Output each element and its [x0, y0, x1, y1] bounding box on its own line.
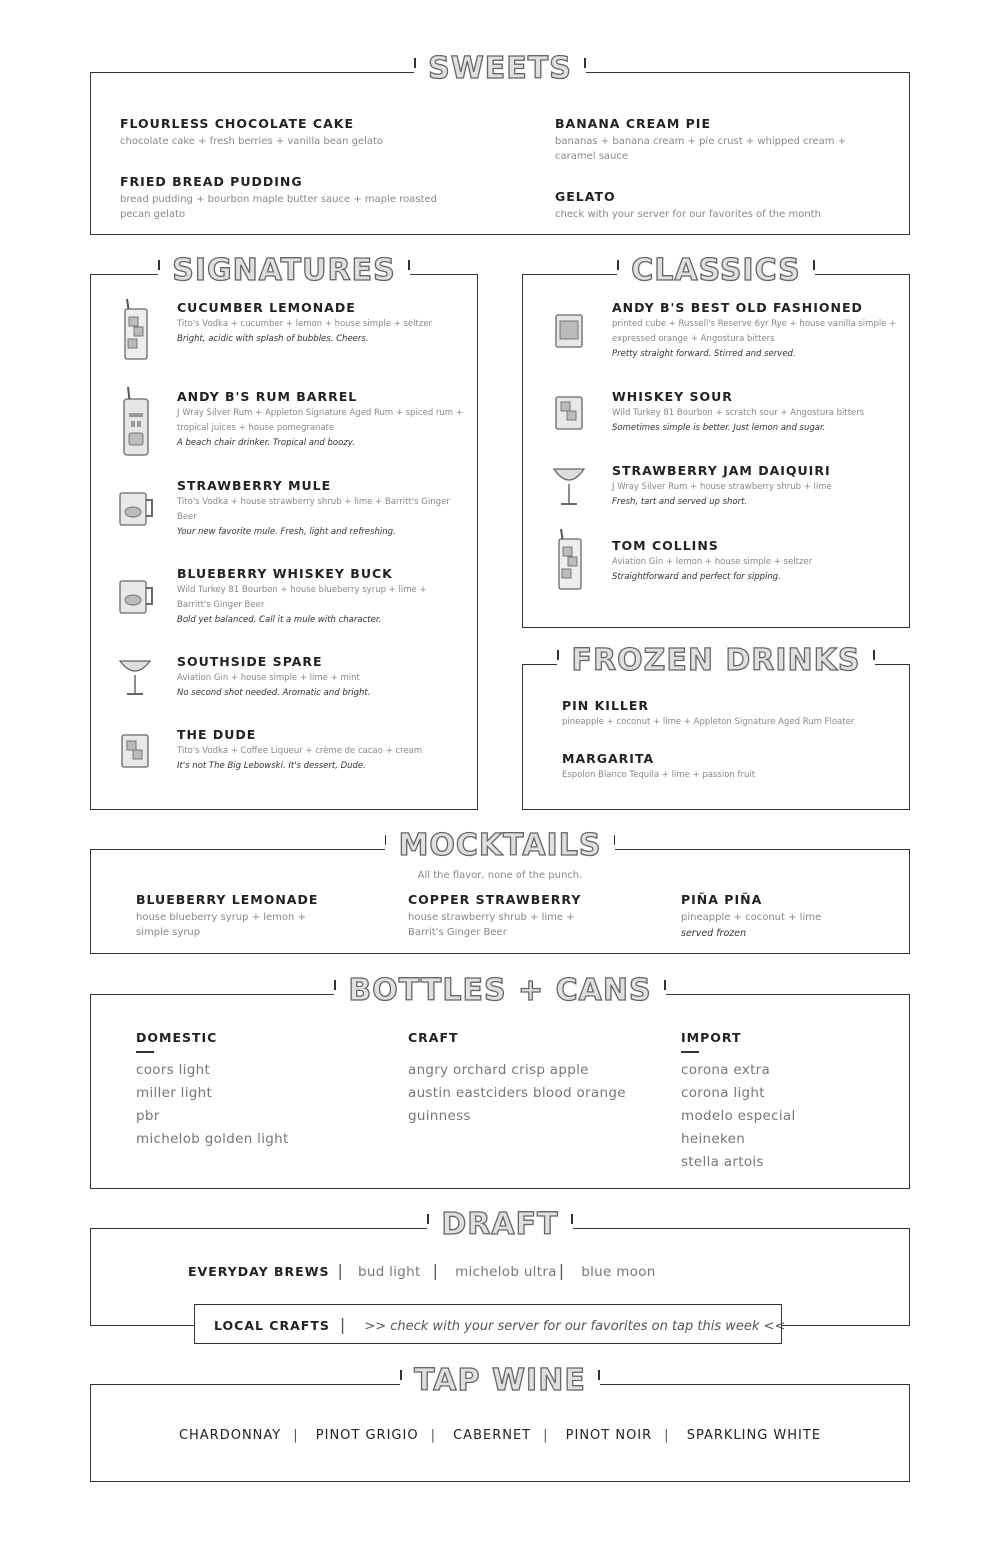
item-name: TOM COLLINS: [612, 538, 719, 553]
item-name: SOUTHSIDE SPARE: [177, 654, 323, 669]
item-note: Straightforward and perfect for sipping.: [612, 572, 781, 582]
item-note: Pretty straight forward. Stirred and served.: [612, 349, 796, 359]
menu-item: [177, 300, 465, 347]
menu-item: [555, 116, 855, 164]
coupe-glass-icon: [117, 657, 153, 697]
heading-rule: [136, 1051, 154, 1053]
mug-icon: [117, 578, 157, 616]
signatures-title: SIGNATURES: [158, 253, 409, 289]
signatures-section: [90, 253, 478, 810]
item-description: printed cube + Russell's Reserve 6yr Rye + house vanilla simple + expressed orange + Angostura bitters: [612, 319, 897, 344]
item-description: Tito's Vodka + house strawberry shrub + lime + Barritt's Ginger Beer: [177, 497, 450, 522]
item-note: It's not The Big Lebowski. It's dessert, Dude.: [177, 761, 366, 771]
menu-item: [612, 389, 902, 436]
item-name: BANANA CREAM PIE: [555, 116, 711, 131]
item-description: house strawberry shrub + lime + Barrit's Ginger Beer: [408, 912, 575, 938]
menu-item: [612, 300, 902, 362]
item-name: GELATO: [555, 189, 616, 204]
item-name: FLOURLESS CHOCOLATE CAKE: [120, 116, 354, 131]
wine-item: PINOT NOIR: [565, 1428, 653, 1443]
item-description: Tito's Vodka + Coffee Liqueur + crème de cacao + cream: [177, 746, 423, 756]
item-name: PIÑA PIÑA: [681, 892, 763, 907]
menu-item: [177, 389, 467, 451]
frozen-drinks-section: [522, 643, 910, 810]
column-heading: IMPORT: [681, 1030, 742, 1045]
local-crafts-banner: LOCAL CRAFTS | >> check with your server for our favorites on tap this week <<: [194, 1304, 782, 1344]
everyday-brews-label: EVERYDAY BREWS: [188, 1264, 330, 1279]
menu-item: [555, 189, 895, 222]
column-heading: DOMESTIC: [136, 1030, 218, 1045]
classics-section: [522, 253, 910, 628]
sweets-title: SWEETS: [414, 51, 586, 87]
highball-glass-icon: [553, 527, 587, 593]
item-name: COPPER STRAWBERRY: [408, 892, 582, 907]
item-description: bananas + banana cream + pie crust + whipped cream + caramel sauce: [555, 136, 846, 162]
menu-item: [177, 478, 465, 540]
mocktails-tagline: All the flavor, none of the punch.: [417, 870, 583, 881]
tap-wine-section: [90, 1363, 910, 1482]
menu-item: [681, 892, 881, 941]
menu-item: [120, 174, 460, 222]
rocks-glass-icon: [119, 732, 151, 770]
local-crafts-label: LOCAL CRAFTS: [214, 1318, 330, 1333]
item-name: CUCUMBER LEMONADE: [177, 300, 356, 315]
heading-rule: [408, 1051, 426, 1053]
list-item: stella artois: [681, 1154, 764, 1170]
heading-rule: [681, 1051, 699, 1053]
draft-item: michelob ultra: [455, 1264, 557, 1280]
item-note: served frozen: [681, 928, 747, 939]
item-name: FRIED BREAD PUDDING: [120, 174, 303, 189]
item-name: WHISKEY SOUR: [612, 389, 733, 404]
item-description: Espolon Blanco Tequila + lime + passion fruit: [562, 770, 756, 780]
item-name: STRAWBERRY JAM DAIQUIRI: [612, 463, 831, 478]
wine-item: CHARDONNAY: [178, 1428, 282, 1443]
item-description: Wild Turkey 81 Bourbon + scratch sour + Angostura bitters: [612, 408, 865, 418]
list-item: modelo especial: [681, 1108, 796, 1124]
item-name: THE DUDE: [177, 727, 257, 742]
menu-item: [136, 892, 366, 940]
mocktails-title: MOCKTAILS: [385, 828, 616, 864]
item-description: Aviation Gin + house simple + lime + mint: [177, 673, 360, 683]
item-name: STRAWBERRY MULE: [177, 478, 332, 493]
menu-item: [177, 727, 467, 774]
list-item: angry orchard crisp apple: [408, 1062, 589, 1078]
draft-item: blue moon: [581, 1264, 656, 1280]
beer-column-domestic: [136, 1030, 376, 1151]
menu-item: [562, 751, 902, 783]
menu-item: [562, 698, 902, 730]
wine-item: PINOT GRIGIO: [315, 1428, 419, 1443]
item-description: pineapple + coconut + lime + Appleton Signature Aged Rum Floater: [562, 717, 855, 727]
menu-item: [612, 538, 902, 585]
mug-icon: [117, 490, 157, 528]
item-name: BLUEBERRY LEMONADE: [136, 892, 319, 907]
list-item: coors light: [136, 1062, 211, 1078]
frozen-drinks-title: FROZEN DRINKS: [557, 643, 874, 679]
list-item: corona extra: [681, 1062, 771, 1078]
item-name: ANDY B'S RUM BARREL: [177, 389, 358, 404]
mocktails-section: [90, 828, 910, 954]
item-note: No second shot needed. Aromatic and bright.: [177, 688, 371, 698]
menu-item: [408, 892, 638, 940]
item-name: PIN KILLER: [562, 698, 650, 713]
sweets-section: [90, 51, 910, 235]
tiki-glass-icon: [119, 385, 153, 457]
list-item: guinness: [408, 1108, 471, 1124]
local-crafts-text: >> check with your server for our favorites on tap this week <<: [364, 1319, 786, 1334]
item-description: Tito's Vodka + cucumber + lemon + house simple + seltzer: [177, 319, 433, 329]
menu-item: [177, 654, 465, 701]
list-item: pbr: [136, 1108, 160, 1124]
list-item: heineken: [681, 1131, 746, 1147]
draft-title: DRAFT: [427, 1207, 572, 1243]
item-name: BLUEBERRY WHISKEY BUCK: [177, 566, 393, 581]
list-item: corona light: [681, 1085, 765, 1101]
item-note: Fresh, tart and served up short.: [612, 497, 748, 507]
wine-item: SPARKLING WHITE: [686, 1428, 822, 1443]
item-description: Aviation Gin + lemon + house simple + seltzer: [612, 557, 813, 567]
item-note: A beach chair drinker. Tropical and boozy.: [177, 438, 355, 448]
item-note: Sometimes simple is better. Just lemon and sugar.: [612, 423, 826, 433]
list-item: austin eastciders blood orange: [408, 1085, 626, 1101]
menu-item: [612, 463, 902, 510]
bottles-cans-section: [90, 973, 910, 1189]
rocks-glass-icon: [553, 393, 585, 433]
beer-column-craft: [408, 1030, 658, 1128]
item-description: J Wray Silver Rum + Appleton Signature Aged Rum + spiced rum + tropical juices + house pomegranate: [177, 408, 463, 433]
item-description: J Wray Silver Rum + house strawberry shrub + lime: [612, 482, 832, 492]
tap-wine-title: TAP WINE: [400, 1363, 600, 1399]
item-description: bread pudding + bourbon maple butter sauce + maple roasted pecan gelato: [120, 194, 437, 220]
coupe-glass-icon: [551, 465, 587, 507]
tap-wine-list: CHARDONNAY | PINOT GRIGIO | CABERNET | PINOT NOIR | SPARKLING WHITE: [178, 1428, 822, 1443]
item-description: pineapple + coconut + lime: [681, 912, 822, 923]
menu-item: [177, 566, 427, 628]
rocks-glass-icon: [553, 311, 585, 351]
list-item: michelob golden light: [136, 1131, 289, 1147]
bottles-cans-title: BOTTLES + CANS: [334, 973, 665, 1009]
item-note: Bright, acidic with splash of bubbles. Cheers.: [177, 334, 369, 344]
highball-glass-icon: [119, 297, 153, 363]
everyday-brews-row: EVERYDAY BREWS | bud light | michelob ultra | blue moon: [188, 1261, 656, 1280]
item-description: house blueberry syrup + lemon + simple syrup: [136, 912, 306, 938]
item-description: Wild Turkey 81 Bourbon + house blueberry syrup + lime + Barritt's Ginger Beer: [177, 585, 427, 610]
column-heading: CRAFT: [408, 1030, 459, 1045]
item-description: check with your server for our favorites of the month: [555, 209, 821, 220]
wine-item: CABERNET: [453, 1428, 532, 1443]
draft-item: bud light: [357, 1264, 421, 1280]
classics-title: CLASSICS: [617, 253, 815, 289]
item-note: Bold yet balanced. Call it a mule with character.: [177, 615, 382, 625]
item-name: MARGARITA: [562, 751, 655, 766]
item-note: Your new favorite mule. Fresh, light and refreshing.: [177, 527, 396, 537]
beer-column-import: [681, 1030, 881, 1174]
menu-item: [120, 116, 460, 149]
item-name: ANDY B'S BEST OLD FASHIONED: [612, 300, 863, 315]
list-item: miller light: [136, 1085, 213, 1101]
item-description: chocolate cake + fresh berries + vanilla bean gelato: [120, 136, 384, 147]
